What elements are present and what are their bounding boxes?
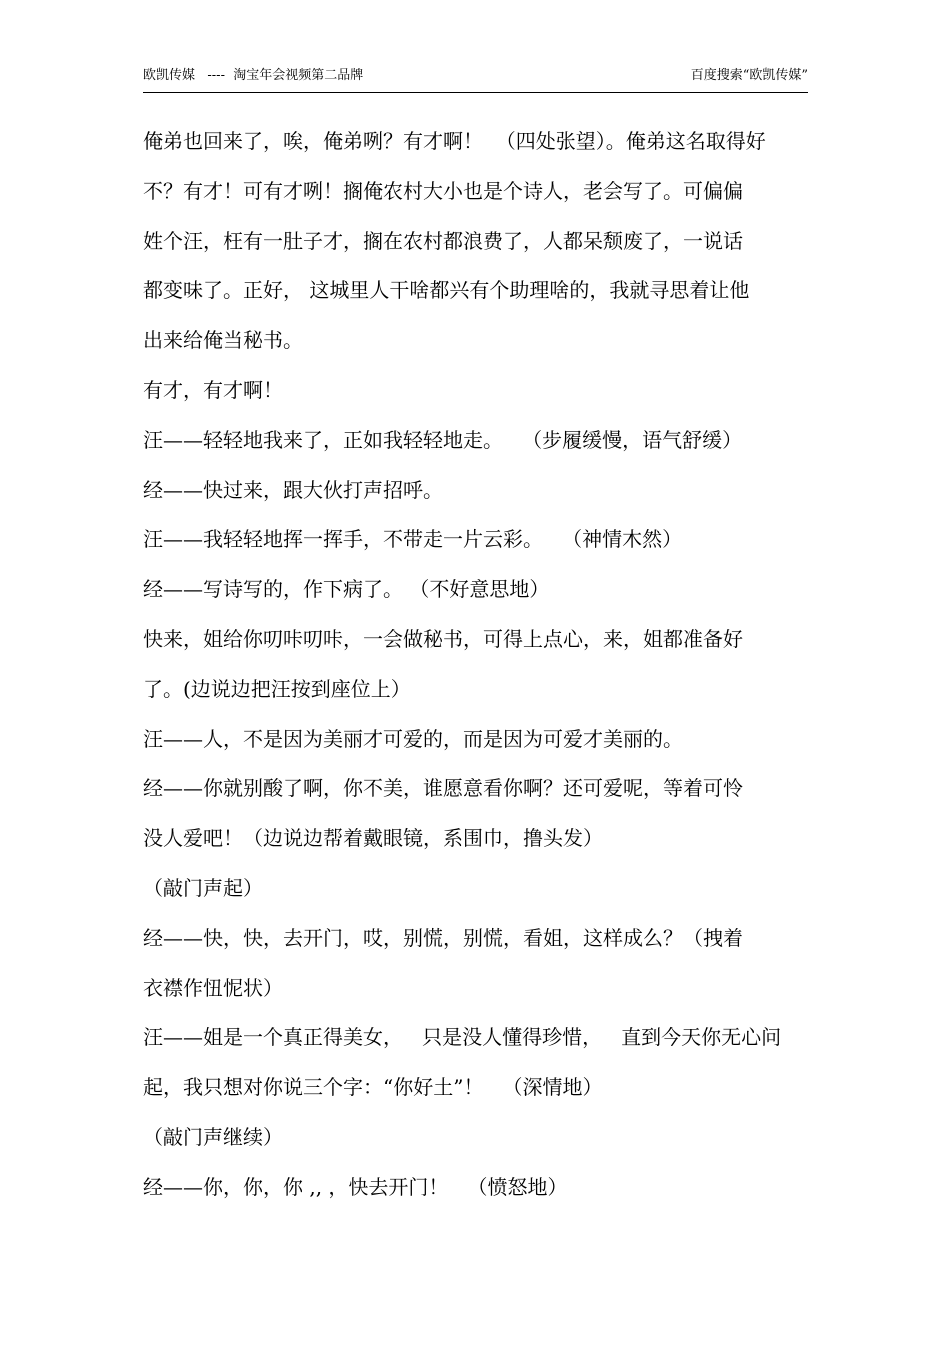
text-line-20: 起，我只想对你说三个字：“你好土”！ （深情地）	[143, 1075, 603, 1100]
page-header	[143, 66, 808, 93]
text-line-18: 衣襟作忸怩状）	[143, 975, 283, 1000]
text-line-2: 不？有才！可有才咧！搁俺农村大小也是个诗人，老会写了。可偏偏	[143, 178, 743, 203]
text-line-1: 俺弟也回来了，唉，俺弟咧？有才啊！ （四处张望）。俺弟这名取得好	[143, 129, 766, 153]
script-body	[143, 117, 823, 1213]
text-line-4: 都变味了。正好， 这城里人干啥都兴有个助理啥的，我就寻思着让他	[143, 278, 750, 303]
text-line-17: 经——快，快，去开门，哎，别慌，别慌，看姐，这样成么？（拽着	[143, 925, 743, 950]
text-line-14: 经——你就别酸了啊，你不美，谁愿意看你啊？还可爱呢，等着可怜	[143, 776, 743, 801]
text-line-5: 出来给俺当秘书。	[143, 328, 303, 353]
text-line-10: 经——写诗写的，作下病了。 （不好意思地）	[143, 577, 550, 602]
text-line-16: （敲门声起）	[143, 875, 263, 900]
text-line-6: 有才，有才啊！	[143, 377, 283, 402]
text-line-3: 姓个汪，枉有一肚子才，搁在农村都浪费了，人都呆颓废了，一说话	[143, 228, 743, 253]
text-line-22: 经——你，你，你 ,, ，快去开门！ （愤怒地）	[143, 1174, 568, 1199]
text-line-21: （敲门声继续）	[143, 1124, 283, 1149]
text-line-19: 汪——姐是一个真正得美女， 只是没人懂得珍惜， 直到今天你无心问	[143, 1025, 782, 1050]
text-line-15: 没人爱吧！（边说边帮着戴眼镜，系围巾，撸头发）	[143, 826, 603, 851]
text-line-12: 了。(边说边把汪按到座位上）	[143, 676, 411, 701]
text-line-7: 汪——轻轻地我来了，正如我轻轻地走。 （步履缓慢，语气舒缓）	[143, 427, 743, 452]
header-left-text: 欧凯传媒 ---- 淘宝年会视频第二品牌	[143, 68, 364, 83]
text-line-11: 快来，姐给你叨咔叨咔，一会做秘书，可得上点心，来，姐都准备好	[143, 626, 743, 651]
header-right-text: 百度搜索“欧凯传媒”	[690, 68, 808, 83]
text-line-8: 经——快过来，跟大伙打声招呼。	[143, 477, 443, 502]
text-line-9: 汪——我轻轻地挥一挥手，不带走一片云彩。 （神情木然）	[143, 527, 683, 552]
text-line-13: 汪——人，不是因为美丽才可爱的，而是因为可爱才美丽的。	[143, 726, 683, 751]
